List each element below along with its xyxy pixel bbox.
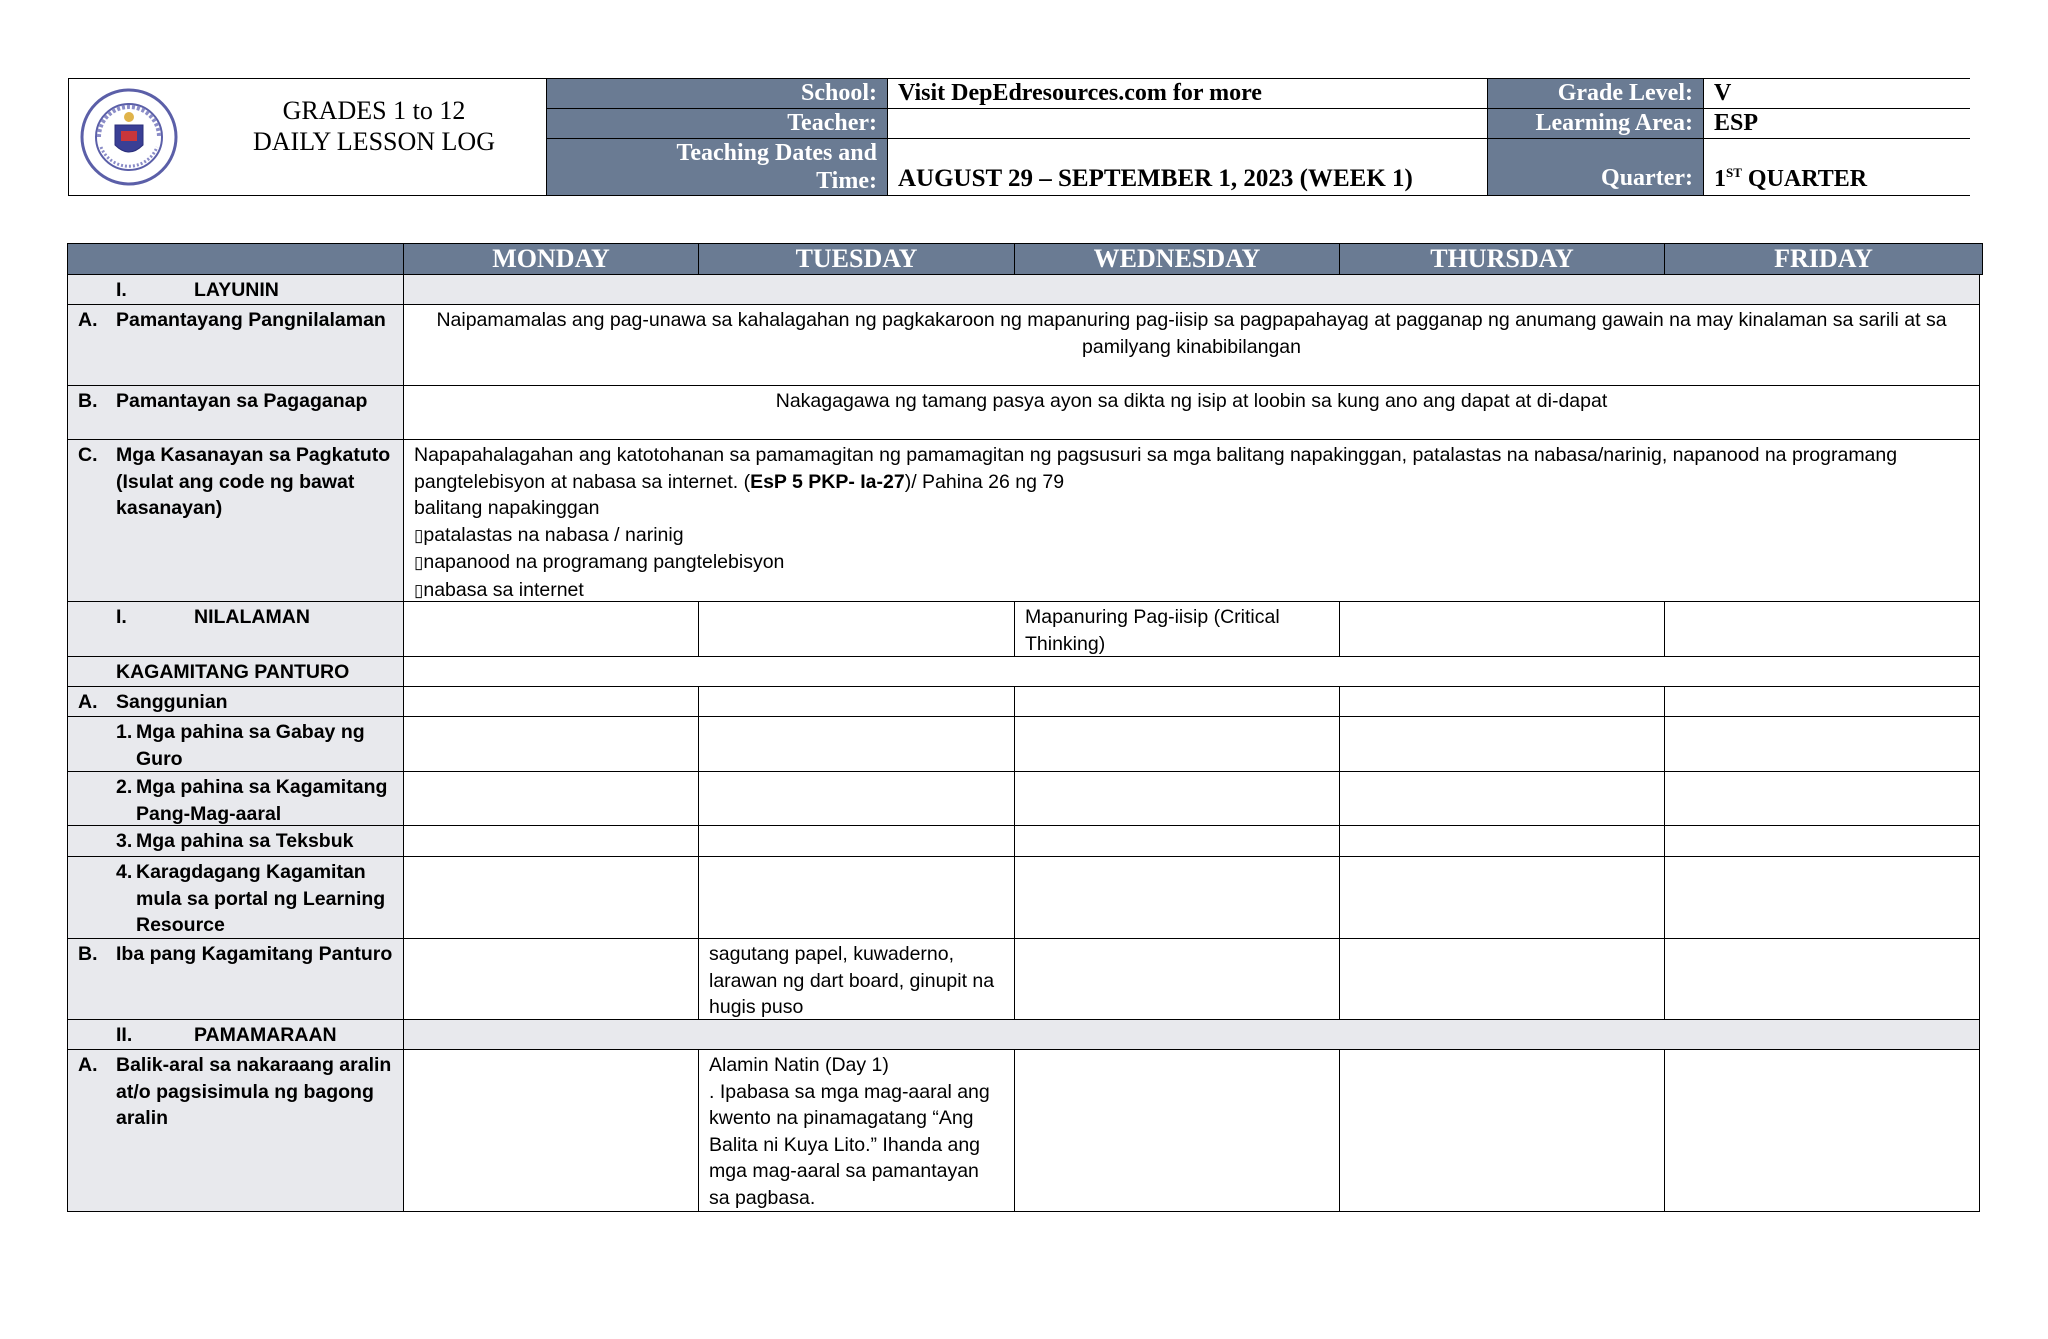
kagamitang-mag-aaral-thursday xyxy=(1340,772,1665,826)
kasanayan-list-item: ▯nabasa sa internet xyxy=(414,578,584,601)
bullet-box-icon: ▯ xyxy=(414,525,424,545)
teksbuk-row xyxy=(67,826,1980,857)
gabay-guro-wednesday xyxy=(1015,717,1340,772)
layunin-span xyxy=(404,275,1980,305)
karagdagang-kagamitan-thursday xyxy=(1340,857,1665,939)
teaching-dates-value: AUGUST 29 – SEPTEMBER 1, 2023 (WEEK 1) xyxy=(888,139,1488,195)
bullet-box-icon: ▯ xyxy=(414,553,424,572)
balik-aral-monday xyxy=(404,1050,699,1212)
teksbuk-tuesday xyxy=(699,826,1015,857)
nilalaman-friday xyxy=(1665,602,1980,657)
teksbuk-friday xyxy=(1665,826,1980,857)
pamantayang-pangnilalaman-label: A. Pamantayang Pangnilalaman xyxy=(67,305,404,386)
grade-level-label: Grade Level: xyxy=(1488,79,1704,109)
karagdagang-kagamitan-friday xyxy=(1665,857,1980,939)
kasanayan-label: C. Mga Kasanayan sa Pagkatuto (Isulat ang code ng bawat kasanayan) xyxy=(67,440,404,602)
balik-aral-thursday xyxy=(1340,1050,1665,1212)
pamantayang-pangnilalaman-text: Naipamamalas ang pag-unawa sa kahalagahan ng pagkakaroon ng mapanuring pag-iisip sa pagpapahayag at pagganap ng anumang gawain na may kinalaman sa sarili at sa pamilyang kinabibilangan xyxy=(404,305,1980,386)
kagamitang-mag-aaral-label: 2. Mga pahina sa Kagamitang Pang-Mag-aaral xyxy=(67,772,404,826)
iba-kagamitan-friday xyxy=(1665,939,1980,1020)
sanggunian-monday xyxy=(404,687,699,717)
teaching-dates-label: Teaching Dates and Time: xyxy=(547,139,888,195)
gabay-guro-friday xyxy=(1665,717,1980,772)
kagamitang-mag-aaral-tuesday xyxy=(699,772,1015,826)
sanggunian-wednesday xyxy=(1015,687,1340,717)
school-value: Visit DepEdresources.com for more xyxy=(888,79,1488,109)
sanggunian-friday xyxy=(1665,687,1980,717)
nilalaman-wednesday: Mapanuring Pag-iisip (Critical Thinking) xyxy=(1015,602,1340,657)
balik-aral-tuesday: Alamin Natin (Day 1) . Ipabasa sa mga mag-aaral ang kwento na pinamagatang “Ang Balita ni Kuya Lito.” Ihanda ang mga mag-aaral sa pamantayan sa pagbasa. xyxy=(699,1050,1015,1212)
layunin-row xyxy=(67,275,1980,305)
day-header-friday: FRIDAY xyxy=(1665,243,1983,275)
teksbuk-label: 3. Mga pahina sa Teksbuk xyxy=(67,826,404,857)
kagamitang-mag-aaral-monday xyxy=(404,772,699,826)
header-table xyxy=(68,78,1970,196)
nilalaman-monday xyxy=(404,602,699,657)
karagdagang-kagamitan-label: 4. Karagdagang Kagamitan mula sa portal ng Learning Resource xyxy=(67,857,404,939)
pamantayang-pangnilalaman-row xyxy=(67,305,1980,386)
grade-level-value: V xyxy=(1704,79,1970,109)
iba-kagamitan-row xyxy=(67,939,1980,1020)
balik-aral-friday xyxy=(1665,1050,1980,1212)
title-cell xyxy=(69,79,547,195)
corner-cell xyxy=(67,243,404,275)
title-line-1: GRADES 1 to 12 xyxy=(282,96,466,125)
iba-kagamitan-wednesday xyxy=(1015,939,1340,1020)
teacher-label: Teacher: xyxy=(547,109,888,139)
day-header-row xyxy=(67,243,1980,275)
learning-area-label: Learning Area: xyxy=(1488,109,1704,139)
sanggunian-thursday xyxy=(1340,687,1665,717)
nilalaman-row xyxy=(67,602,1980,657)
pamamaraan-label: II. PAMAMARAAN xyxy=(67,1020,404,1050)
kagamitang-mag-aaral-row xyxy=(67,772,1980,826)
karagdagang-kagamitan-monday xyxy=(404,857,699,939)
gabay-guro-row xyxy=(67,717,1980,772)
kasanayan-paragraph: Napapahalagahan ang katotohanan sa pamamagitan ng pamamagitan ng pagsusuri sa mga balitang napakinggan, patalastas na nabasa/narinig, napanood na programang pangtelebisyon at nabasa sa internet. (EsP 5 PKP- Ia-27)/ Pahina 26 ng 79 xyxy=(414,444,1898,493)
kagamitan-span xyxy=(404,657,1980,687)
teacher-value xyxy=(888,109,1488,139)
pamantayan-pagaganap-row xyxy=(67,386,1980,440)
teksbuk-wednesday xyxy=(1015,826,1340,857)
karagdagang-kagamitan-wednesday xyxy=(1015,857,1340,939)
balik-aral-row xyxy=(67,1050,1980,1212)
kasanayan-list-item: ▯patalastas na nabasa / narinig xyxy=(414,523,684,546)
gabay-guro-thursday xyxy=(1340,717,1665,772)
karagdagang-kagamitan-tuesday xyxy=(699,857,1015,939)
iba-kagamitan-label: B. Iba pang Kagamitang Panturo xyxy=(67,939,404,1020)
nilalaman-tuesday xyxy=(699,602,1015,657)
nilalaman-label: I. NILALAMAN xyxy=(67,602,404,657)
title-line-2: DAILY LESSON LOG xyxy=(253,127,495,156)
kagamitang-mag-aaral-wednesday xyxy=(1015,772,1340,826)
kasanayan-list-item: balitang napakinggan xyxy=(414,497,600,519)
nilalaman-thursday xyxy=(1340,602,1665,657)
layunin-label: I. LAYUNIN xyxy=(67,275,404,305)
iba-kagamitan-thursday xyxy=(1340,939,1665,1020)
document-title xyxy=(209,95,539,157)
bullet-box-icon: ▯ xyxy=(414,580,424,600)
balik-aral-label: A. Balik-aral sa nakaraang aralin at/o pagsisimula ng bagong aralin xyxy=(67,1050,404,1212)
pamantayan-pagaganap-label: B. Pamantayan sa Pagaganap xyxy=(67,386,404,440)
balik-aral-wednesday xyxy=(1015,1050,1340,1212)
kagamitang-mag-aaral-friday xyxy=(1665,772,1980,826)
kasanayan-list-item: ▯napanood na programang pangtelebisyon xyxy=(414,551,785,573)
quarter-label: Quarter: xyxy=(1488,139,1704,195)
learning-area-value: ESP xyxy=(1704,109,1970,139)
sanggunian-tuesday xyxy=(699,687,1015,717)
sanggunian-row xyxy=(67,687,1980,717)
day-header-tuesday: TUESDAY xyxy=(699,243,1015,275)
kasanayan-text xyxy=(404,440,1980,602)
pamamaraan-row xyxy=(67,1020,1980,1050)
iba-kagamitan-tuesday: sagutang papel, kuwaderno, larawan ng dart board, ginupit na hugis puso xyxy=(699,939,1015,1020)
karagdagang-kagamitan-row xyxy=(67,857,1980,939)
deped-seal-icon xyxy=(79,87,179,187)
kagamitan-row xyxy=(67,657,1980,687)
day-header-monday: MONDAY xyxy=(404,243,699,275)
iba-kagamitan-monday xyxy=(404,939,699,1020)
quarter-value: 1ST QUARTER xyxy=(1704,139,1970,195)
teksbuk-thursday xyxy=(1340,826,1665,857)
gabay-guro-tuesday xyxy=(699,717,1015,772)
pamamaraan-span xyxy=(404,1020,1980,1050)
pamantayan-pagaganap-text: Nakagagawa ng tamang pasya ayon sa dikta ng isip at loobin sa kung ano ang dapat at di-dapat xyxy=(404,386,1980,440)
teksbuk-monday xyxy=(404,826,699,857)
day-header-thursday: THURSDAY xyxy=(1340,243,1665,275)
school-label: School: xyxy=(547,79,888,109)
sanggunian-label: A. Sanggunian xyxy=(67,687,404,717)
day-header-wednesday: WEDNESDAY xyxy=(1015,243,1340,275)
gabay-guro-monday xyxy=(404,717,699,772)
gabay-guro-label: 1. Mga pahina sa Gabay ng Guro xyxy=(67,717,404,772)
kasanayan-code: EsP 5 PKP- Ia-27 xyxy=(750,470,905,493)
kasanayan-row xyxy=(67,440,1980,602)
kagamitan-label: KAGAMITANG PANTURO xyxy=(67,657,404,687)
